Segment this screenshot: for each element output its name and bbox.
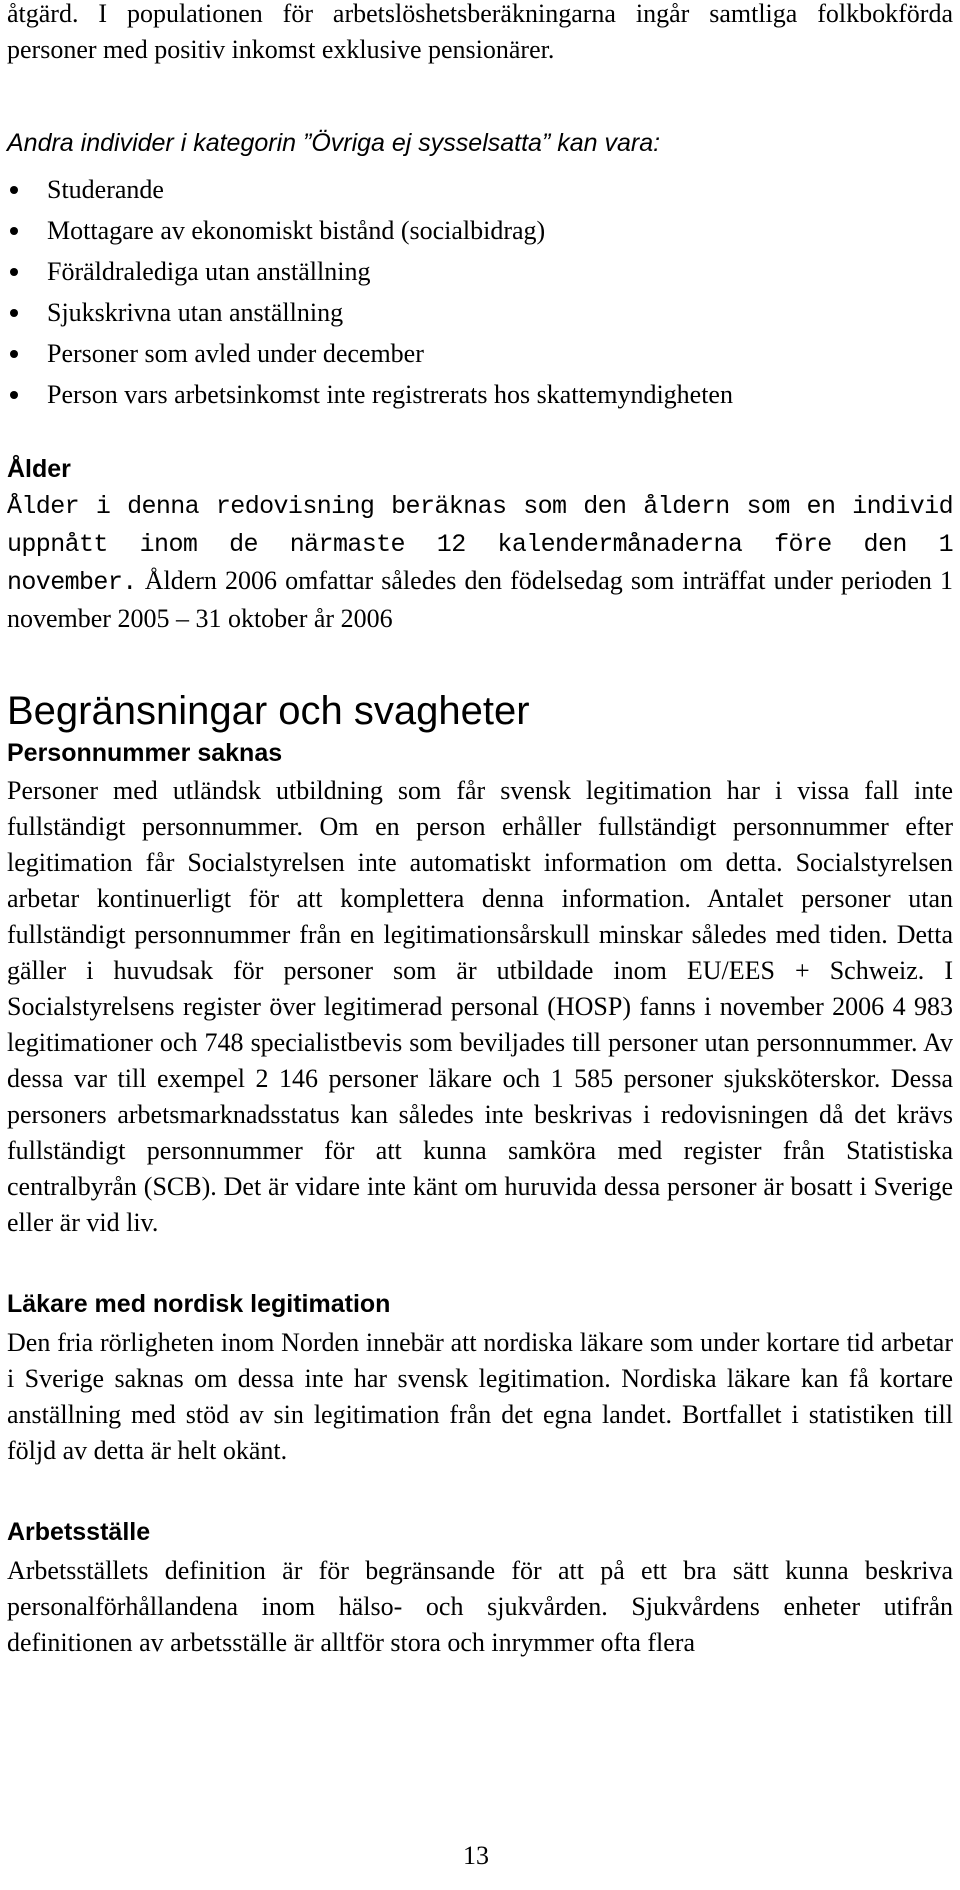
alder-paragraph: [7, 487, 953, 637]
list-item: [7, 292, 953, 333]
bullet-icon: [10, 350, 18, 358]
bullet-icon: [10, 268, 18, 276]
list-item-text: Studerande: [47, 175, 164, 204]
bullet-icon: [10, 227, 18, 235]
list-item-text: Föräldralediga utan anställning: [47, 257, 371, 286]
list-item: [7, 169, 953, 210]
page-number: [0, 1838, 946, 1874]
list-item-text: Person vars arbetsinkomst inte registrerats hos skattemyndigheten: [47, 380, 733, 409]
list-item: [7, 210, 953, 251]
list-item-text: Sjukskrivna utan anställning: [47, 298, 344, 327]
alder-body-serif: Åldern 2006 omfattar således den födelsedag som inträffat under perioden 1 november 2005 – 31 oktober år 2006: [7, 566, 953, 633]
arbetsstalle-paragraph: Arbetsställets definition är för begränsande för att på ett bra sätt kunna beskriva personalförhållandena inom hälso- och sjukvården. Sjukvårdens enheter utifrån definitionen av arbetsställe är alltför stora och inrymmer ofta flera: [7, 1556, 953, 1657]
lakare-heading: Läkare med nordisk legitimation: [7, 1290, 391, 1318]
page-number-text: 13: [463, 1841, 489, 1870]
lakare-paragraph: Den fria rörligheten inom Norden innebär att nordiska läkare som under kortare tid arbetar i Sverige saknas om dessa inte har svensk legitimation. Nordiska läkare kan få kortare anställning med stöd av sin legitimation från det egna landet. Bortfallet i statistiken till följd av detta är helt okänt.: [7, 1328, 953, 1465]
list-item: [7, 374, 953, 415]
list-item-text: Mottagare av ekonomiskt bistånd (socialbidrag): [47, 216, 546, 245]
intro-paragraph: åtgärd. I populationen för arbetslöshetsberäkningarna ingår samtliga folkbokförda personer med positiv inkomst exklusive pensionärer.: [7, 0, 953, 64]
list-intro: Andra individer i kategorin ”Övriga ej sysselsatta” kan vara:: [7, 129, 661, 157]
personnummer-paragraph: Personer med utländsk utbildning som får svensk legitimation har i vissa fall inte fullständigt personnummer. Om en person erhåller fullständigt personnummer efter legitimation får Socialstyrelsen inte automatiskt information om detta. Socialstyrelsen arbetar kontinuerligt för att komplettera denna information. Antalet personer utan fullständigt personnummer från en legitimationsårskull minskar således med tiden. Detta gäller i huvudsak för personer som är utbildade inom EU/EES + Schweiz. I Socialstyrelsens register över legitimerad personal (HOSP) fanns i november 2006 4 983 legitimationer och 748 specialistbevis som beviljades till personer utan personnummer. Av dessa var till exempel 2 146 personer läkare och 1 585 personer sjuksköterskor. Dessa personers arbetsmarknadsstatus kan således inte beskrivas i redovisningen då det krävs fullständigt personnummer för att kunna samköra med register från Statistiska centralbyrån (SCB). Det är vidare inte känt om huruvida dessa personer är bosatt i Sverige eller är vid liv.: [7, 776, 953, 1237]
bullet-icon: [10, 391, 18, 399]
bullet-icon: [10, 309, 18, 317]
document-page: [7, 0, 953, 1661]
alder-body-mono: Ålder i denna redovisning beräknas som den åldern som en individ uppnått inom de närmaste 12 kalendermånaderna före den 1 november.: [7, 492, 953, 597]
alder-heading: Ålder: [7, 455, 71, 483]
category-list: [7, 169, 953, 415]
personnummer-heading: Personnummer saknas: [7, 739, 283, 767]
section-title: Begränsningar och svagheter: [7, 689, 530, 733]
list-item: [7, 251, 953, 292]
bullet-icon: [10, 186, 18, 194]
list-item-text: Personer som avled under december: [47, 339, 424, 368]
arbetsstalle-heading: Arbetsställe: [7, 1518, 151, 1546]
list-item: [7, 333, 953, 374]
